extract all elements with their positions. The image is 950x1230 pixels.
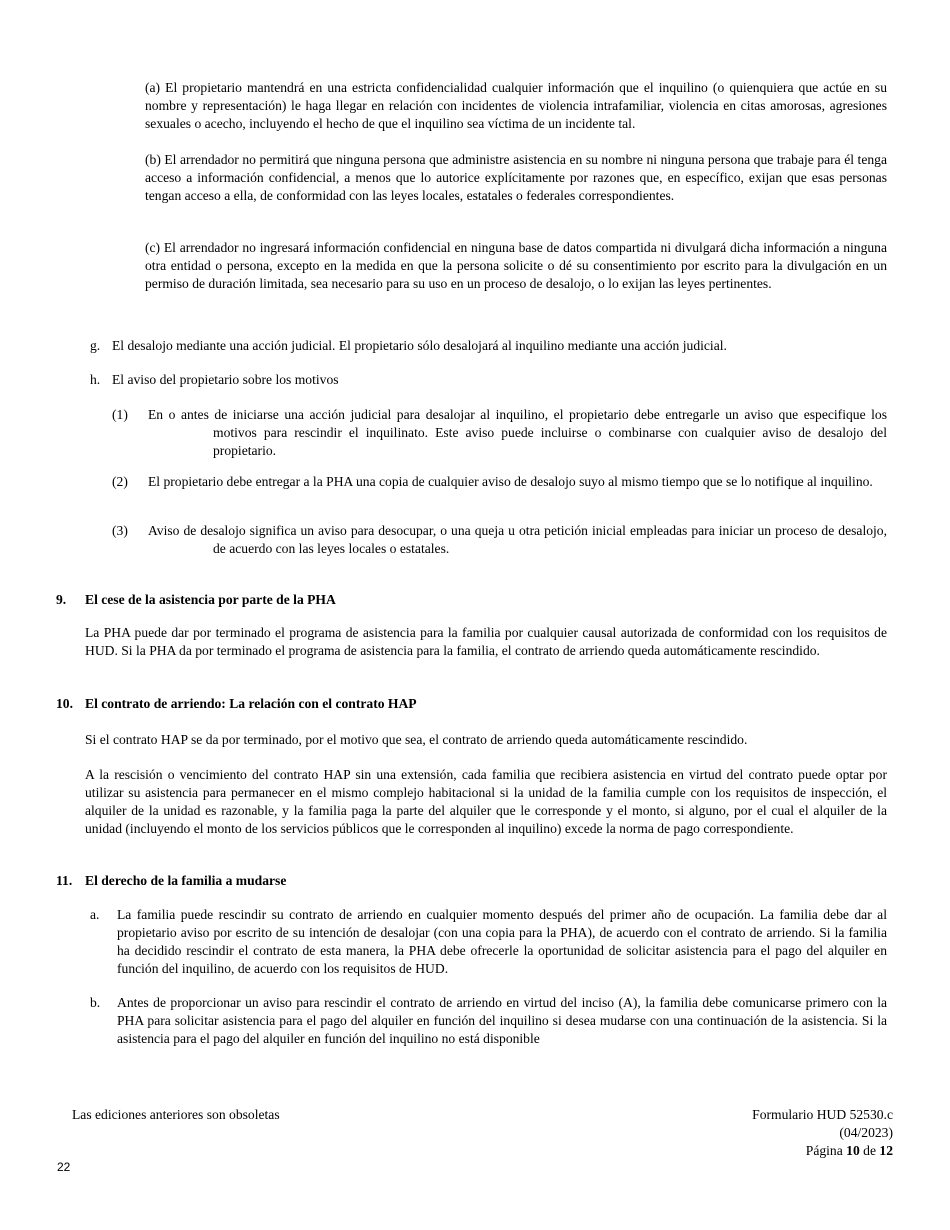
section-11-a-label: a. (90, 907, 100, 922)
footer-form-date: (04/2023) (839, 1125, 893, 1140)
section-11-title: El derecho de la familia a mudarse (85, 873, 287, 888)
item-g-label: g. (90, 338, 101, 353)
item-g-text: El desalojo mediante una acción judicial. El propietario sólo desalojará al inquilino mediante una acción judicial. (112, 338, 727, 353)
h1-text: En o antes de iniciarse una acción judicial para desalojar al inquilino, el propietario debe entregarle un aviso que especifique los motivos para rescindir el inquilinato. Este aviso puede incluirse o combinarse con cualquier aviso de desalojo del propietario. (148, 407, 887, 458)
subsection-c: (c) El arrendador no ingresará información confidencial en ninguna base de datos compartida ni divulgará dicha información a ninguna otra entidad o persona, excepto en la medida en que la persona solicite o dé su consentimiento por escrito para la divulgación en un permiso de duración limitada, sea necesario para su uso en un proceso de desalojo, o lo exijan las leyes pertinentes. (145, 240, 887, 291)
current-page: 10 (846, 1143, 860, 1158)
page-number: 22 (57, 1160, 71, 1174)
page-prefix: Página (805, 1143, 847, 1158)
section-9-title: El cese de la asistencia por parte de la PHA (85, 592, 336, 607)
section-10-title: El contrato de arriendo: La relación con el contrato HAP (85, 696, 417, 711)
section-11-b-text: Antes de proporcionar un aviso para rescindir el contrato de arriendo en virtud del inciso (A), la familia debe comunicarse primero con la PHA para solicitar asistencia para el pago del alquiler en función del inquilino si desea mudarse con una continuación de la asistencia. Si la asistencia para el pago del alquiler en función del inquilino no está disponible (117, 995, 887, 1046)
h1-label: (1) (112, 407, 128, 422)
footer-form-number: Formulario HUD 52530.c (752, 1107, 893, 1122)
h3-text: Aviso de desalojo significa un aviso para desocupar, o una queja u otra petición inicial empleadas para iniciar un proceso de desalojo, de acuerdo con las leyes locales o estatales. (148, 523, 887, 556)
total-pages: 12 (879, 1143, 893, 1158)
section-11-number: 11. (56, 873, 73, 888)
h3-label: (3) (112, 523, 128, 538)
section-9-paragraph: La PHA puede dar por terminado el programa de asistencia para la familia por cualquier causal autorizada de conformidad con los requisitos de HUD. Si la PHA da por terminado el programa de asistencia para la familia, el contrato de arriendo queda automáticamente rescindido. (85, 625, 887, 658)
section-11-b-label: b. (90, 995, 101, 1010)
subsection-a: (a) El propietario mantendrá en una estricta confidencialidad cualquier información que el inquilino (o quienquiera que actúe en su nombre y representación) le haga llegar en relación con incidentes de violencia intrafamiliar, violencia en citas amorosas, agresiones sexuales o acecho, incluyendo el hecho de que el inquilino sea víctima de un incidente tal. (145, 80, 887, 131)
subsection-b: (b) El arrendador no permitirá que ninguna persona que administre asistencia en su nombre ni ninguna persona que trabaje para él tenga acceso a información confidencial, a menos que lo autorice explícitamente por razones que, en específico, exijan que esas personas tengan acceso a ella, de conformidad con las leyes locales, estatales o federales correspondientes. (145, 152, 887, 203)
section-10-paragraph-2: A la rescisión o vencimiento del contrato HAP sin una extensión, cada familia que recibiera asistencia en virtud del contrato puede optar por utilizar su asistencia para permanecer en el mismo complejo habitacional si la unidad de la familia cumple con los requisitos de inspección, el alquiler de la unidad es razonable, y la familia paga la parte del alquiler que le corresponde y el monto, si alguno, por el cual el alquiler de la unidad (incluyendo el monto de los servicios públicos que le corresponden al inquilino) excede la norma de pago correspondiente. (85, 767, 887, 836)
item-h-label: h. (90, 372, 101, 387)
h2-label: (2) (112, 474, 128, 489)
h2-text: El propietario debe entregar a la PHA una copia de cualquier aviso de desalojo suyo al mismo tiempo que se lo notifique al inquilino. (148, 474, 873, 489)
section-10-paragraph-1: Si el contrato HAP se da por terminado, por el motivo que sea, el contrato de arriendo queda automáticamente rescindido. (85, 732, 748, 747)
page-mid: de (859, 1143, 880, 1158)
section-11-a-text: La familia puede rescindir su contrato de arriendo en cualquier momento después del primer año de ocupación. La familia debe dar al propietario aviso por escrito de su intención de desalojar (con una copia para la PHA), de acuerdo con el contrato de arriendo. Si la familia ha decidido rescindir el contrato de esta manera, la PHA debe ofrecerle la oportunidad de solicitar asistencia para el pago del alquiler en función del inquilino, de acuerdo con los requisitos de HUD. (117, 907, 887, 976)
footer-obsolete-note: Las ediciones anteriores son obsoletas (72, 1107, 280, 1122)
footer-page-label (806, 1142, 893, 1160)
item-h-text: El aviso del propietario sobre los motivos (112, 372, 339, 387)
section-9-number: 9. (56, 592, 67, 607)
section-10-number: 10. (56, 696, 73, 711)
